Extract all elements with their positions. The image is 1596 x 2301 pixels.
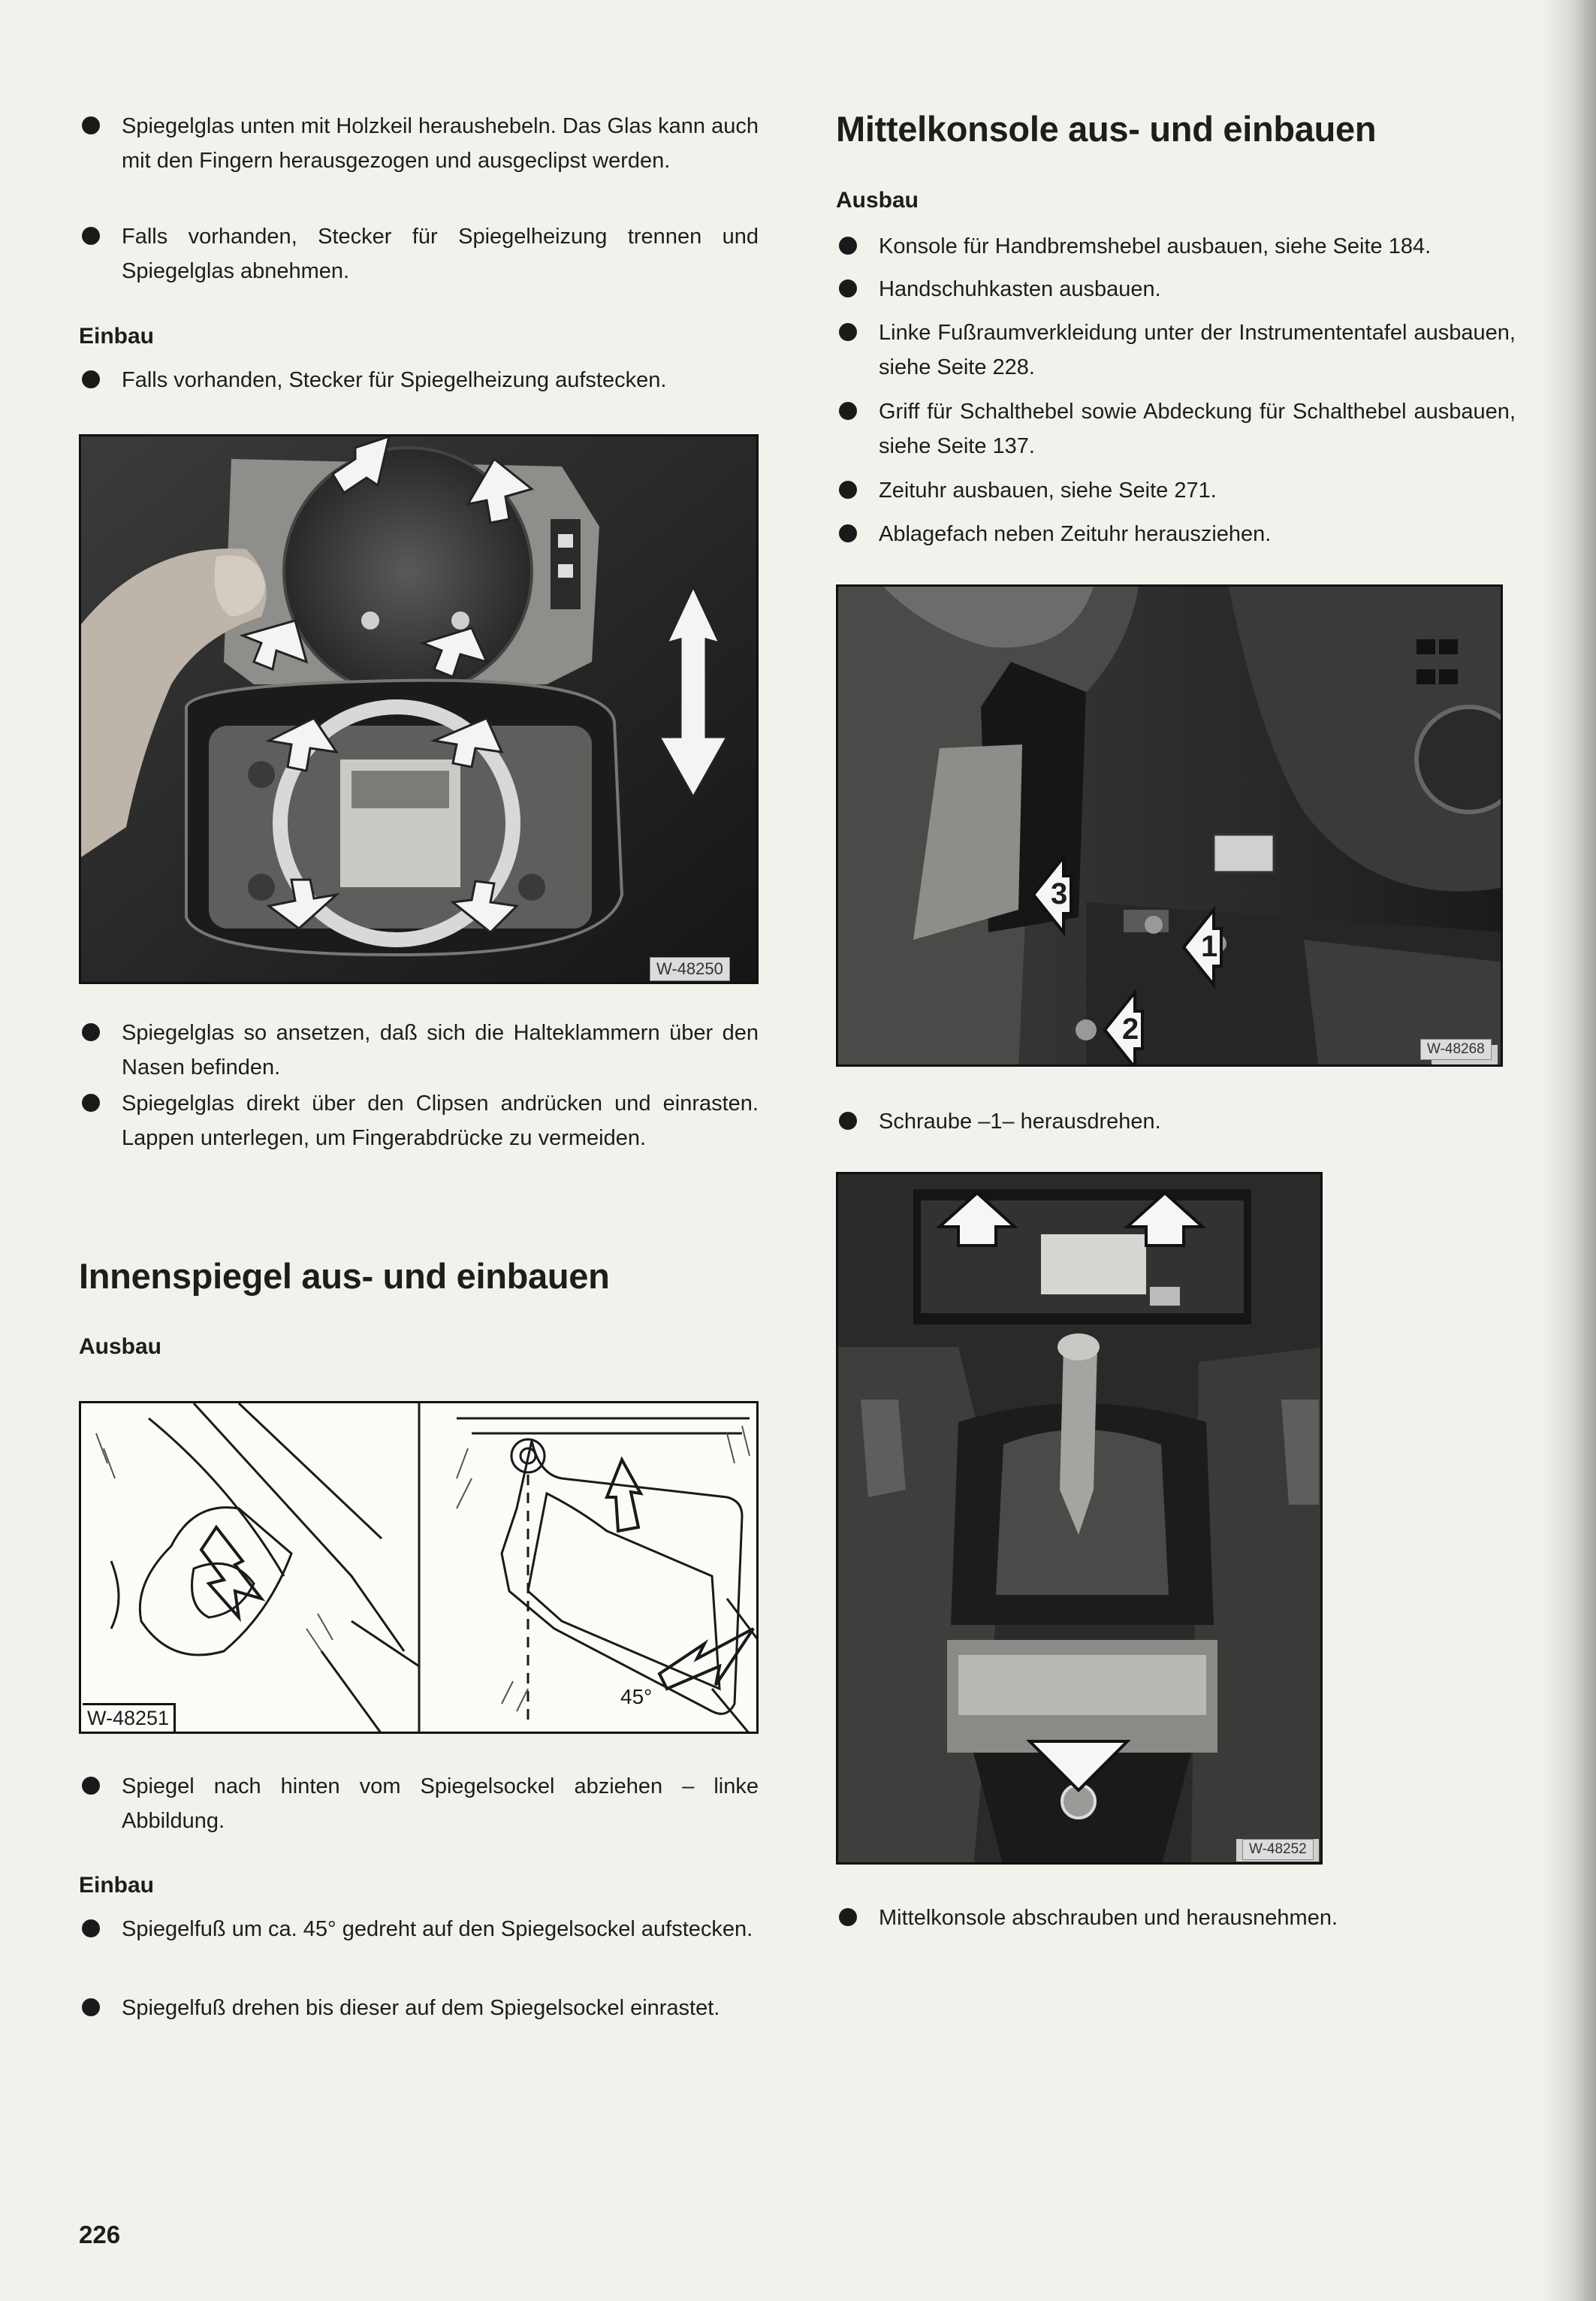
bullet-text: Griff für Schalthebel sowie Abdeckung für Schalthebel ausbauen, siehe Seite 137. (879, 400, 1516, 458)
photo-mirror-glass-drawing (81, 436, 759, 984)
bullet-text: Linke Fußraumverkleidung unter der Instrumententafel ausbauen, siehe Seite 228. (879, 321, 1516, 379)
bullet-text: Spiegelglas so ansetzen, daß sich die Halteklammern über den Nasen befinden. (122, 1021, 759, 1080)
photo-center-console-top (836, 1172, 1323, 1865)
diagram-angle-label: 45° (620, 1685, 653, 1708)
bullet-text: Spiegelfuß drehen bis dieser auf dem Spiegelsockel einrastet. (122, 1996, 720, 2020)
figure-id-label: W-48268 (1420, 1039, 1492, 1060)
bullet-text: Ablagefach neben Zeituhr herausziehen. (879, 522, 1272, 546)
bullet-dot (82, 1094, 100, 1112)
page-number: 226 (79, 2221, 121, 2248)
ausbau-heading: Ausbau (836, 188, 919, 213)
figure-id-label: W-48250 (650, 957, 730, 981)
bullet-text: Spiegelglas direkt über den Clipsen andrücken und einrasten. Lappen unterlegen, um Fingerabdrücke zu vermeiden. (122, 1092, 759, 1150)
bullet-dot (839, 524, 857, 542)
photo-center-console-side (836, 584, 1503, 1067)
bullet-text: Spiegel nach hinten vom Spiegelsockel abziehen – linke Abbildung. (122, 1774, 759, 1833)
bullet-item (79, 363, 759, 397)
bullet-dot (839, 481, 857, 499)
photo-center-console-top-drawing (838, 1174, 1323, 1865)
ausbau-heading: Ausbau (79, 1334, 162, 1359)
diagram-innenspiegel (79, 1401, 759, 1734)
bullet-item (79, 1769, 759, 1838)
bullet-dot (839, 1908, 857, 1926)
bullet-item (836, 473, 1516, 508)
bullet-item (79, 219, 759, 288)
bullet-item (836, 316, 1516, 385)
einbau-heading: Einbau (79, 1873, 155, 1898)
bullet-text: Spiegelfuß um ca. 45° gedreht auf den Spiegelsockel aufstecken. (122, 1917, 753, 1941)
bullet-dot (82, 1023, 100, 1041)
bullet-dot (839, 1112, 857, 1130)
bullet-item (836, 1104, 1516, 1139)
page-edge-shadow (1543, 0, 1596, 2301)
photo-mirror-glass (79, 434, 759, 984)
bullet-dot (82, 116, 100, 134)
bullet-dot (82, 1998, 100, 2016)
bullet-item (836, 517, 1516, 551)
callout-number: 2 (1122, 1013, 1139, 1046)
bullet-text: Konsole für Handbremshebel ausbauen, siehe Seite 184. (879, 234, 1432, 258)
figure-id-label: W-48252 (1242, 1839, 1314, 1860)
figure-id-label: W-48251 (83, 1703, 176, 1732)
bullet-item (79, 1086, 759, 1155)
bullet-dot (82, 1777, 100, 1795)
bullet-text: Handschuhkasten ausbauen. (879, 277, 1161, 301)
photo-center-console-side-drawing (838, 587, 1503, 1067)
einbau-heading: Einbau (79, 324, 155, 349)
bullet-item (79, 1912, 759, 1946)
section-title-mittelkonsole: Mittelkonsole aus- und einbauen (836, 109, 1377, 149)
bullet-item (79, 1991, 759, 2025)
bullet-dot (839, 402, 857, 420)
bullet-item (836, 272, 1516, 306)
callout-number: 3 (1051, 877, 1068, 910)
bullet-item (79, 1016, 759, 1085)
bullet-item (79, 109, 759, 178)
bullet-item (836, 394, 1516, 464)
bullet-text: Falls vorhanden, Stecker für Spiegelheizung aufstecken. (122, 368, 667, 392)
bullet-text: Falls vorhanden, Stecker für Spiegelheizung trennen und Spiegelglas abnehmen. (122, 225, 759, 283)
bullet-dot (839, 237, 857, 255)
bullet-text: Zeituhr ausbauen, siehe Seite 271. (879, 479, 1217, 503)
diagram-innenspiegel-drawing (81, 1403, 759, 1734)
bullet-dot (839, 279, 857, 297)
bullet-text: Spiegelglas unten mit Holzkeil heraushebeln. Das Glas kann auch mit den Fingern herausgezogen und ausgeclipst werden. (122, 114, 759, 173)
callout-number: 1 (1201, 930, 1218, 963)
bullet-item (836, 1901, 1516, 1935)
bullet-dot (839, 323, 857, 341)
bullet-dot (82, 227, 100, 245)
section-title-innenspiegel: Innenspiegel aus- und einbauen (79, 1256, 610, 1296)
bullet-text: Mittelkonsole abschrauben und herausnehmen. (879, 1906, 1338, 1930)
bullet-text: Schraube –1– herausdrehen. (879, 1110, 1161, 1134)
bullet-dot (82, 1919, 100, 1937)
bullet-dot (82, 370, 100, 388)
bullet-item (836, 229, 1516, 264)
